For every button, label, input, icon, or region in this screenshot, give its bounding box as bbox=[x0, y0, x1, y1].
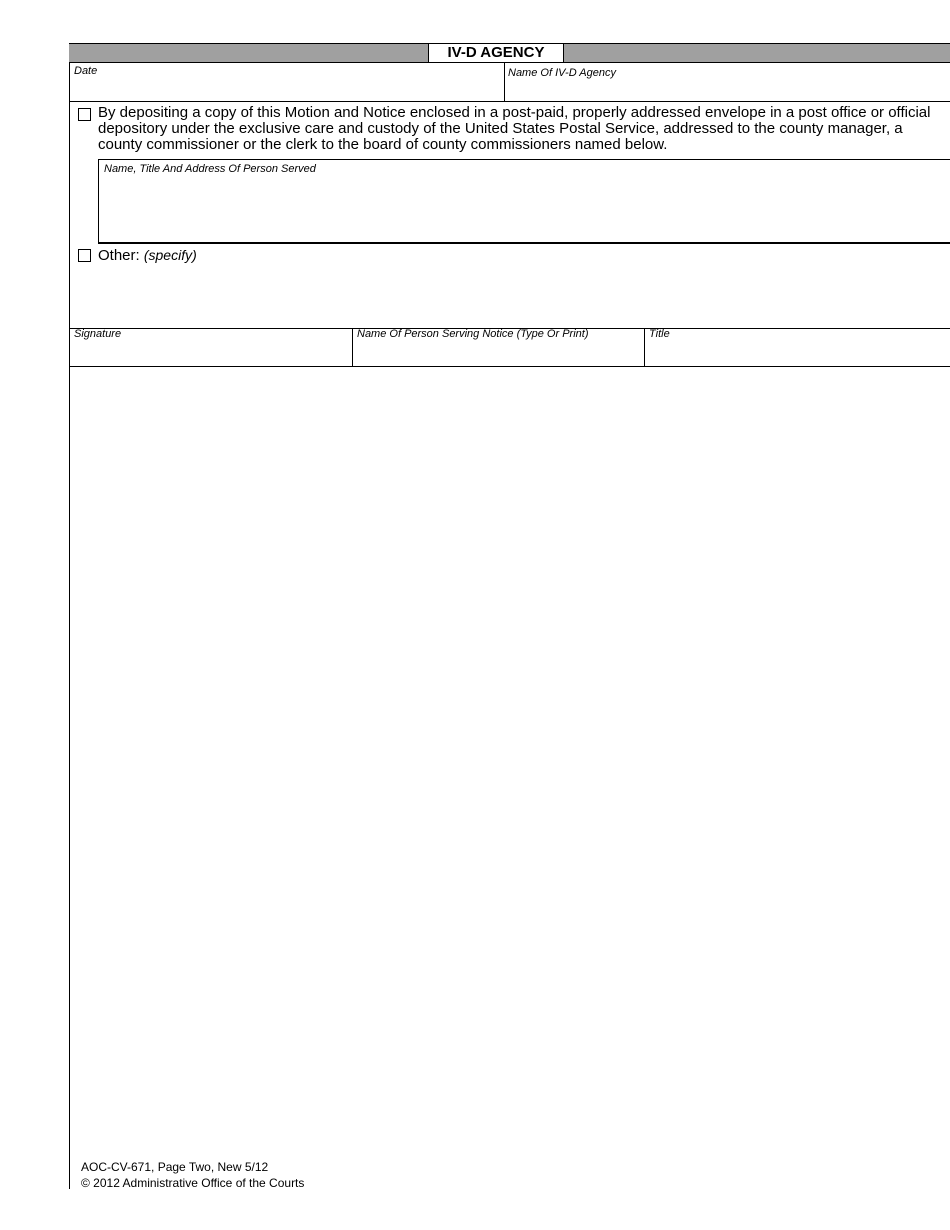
other-service-label bbox=[98, 246, 197, 265]
person-served-bottom-rule bbox=[98, 242, 950, 244]
signature-field[interactable] bbox=[70, 329, 352, 366]
form-left-border bbox=[69, 43, 70, 1189]
person-served-label: Name, Title And Address Of Person Served bbox=[104, 163, 316, 175]
signature-label: Signature bbox=[74, 328, 122, 340]
form-identifier: AOC-CV-671, Page Two, New 5/12 bbox=[81, 1160, 269, 1174]
server-name-label: Name Of Person Serving Notice (Type Or Print) bbox=[357, 328, 589, 340]
person-served-field[interactable] bbox=[99, 160, 950, 243]
agency-name-field[interactable] bbox=[505, 62, 950, 101]
title-field[interactable] bbox=[645, 329, 950, 366]
agency-name-label: Name Of IV-D Agency bbox=[508, 67, 616, 79]
mail-service-checkbox[interactable] bbox=[78, 108, 91, 121]
signature-row-bottom-rule bbox=[69, 366, 950, 367]
row1-bottom-rule bbox=[69, 101, 950, 102]
copyright-notice: © 2012 Administrative Office of the Courts bbox=[81, 1176, 305, 1190]
mail-service-text: By depositing a copy of this Motion and Notice enclosed in a post-paid, properly addressed envelope in a post office or official depository under the exclusive care and custody of the United States Postal Service, addressed to the county manager, a county commissioner or the clerk to the board of county commissioners named below. bbox=[98, 104, 931, 153]
title-label: Title bbox=[649, 328, 670, 340]
other-service-checkbox[interactable] bbox=[78, 249, 91, 262]
other-specify-field[interactable] bbox=[98, 266, 950, 326]
section-title: IV-D AGENCY bbox=[428, 43, 564, 63]
date-label: Date bbox=[74, 65, 98, 77]
other-label-hint: (specify) bbox=[143, 247, 197, 263]
date-field[interactable] bbox=[70, 62, 504, 101]
server-name-field[interactable] bbox=[353, 329, 644, 366]
other-label-text: Other: bbox=[98, 247, 140, 264]
